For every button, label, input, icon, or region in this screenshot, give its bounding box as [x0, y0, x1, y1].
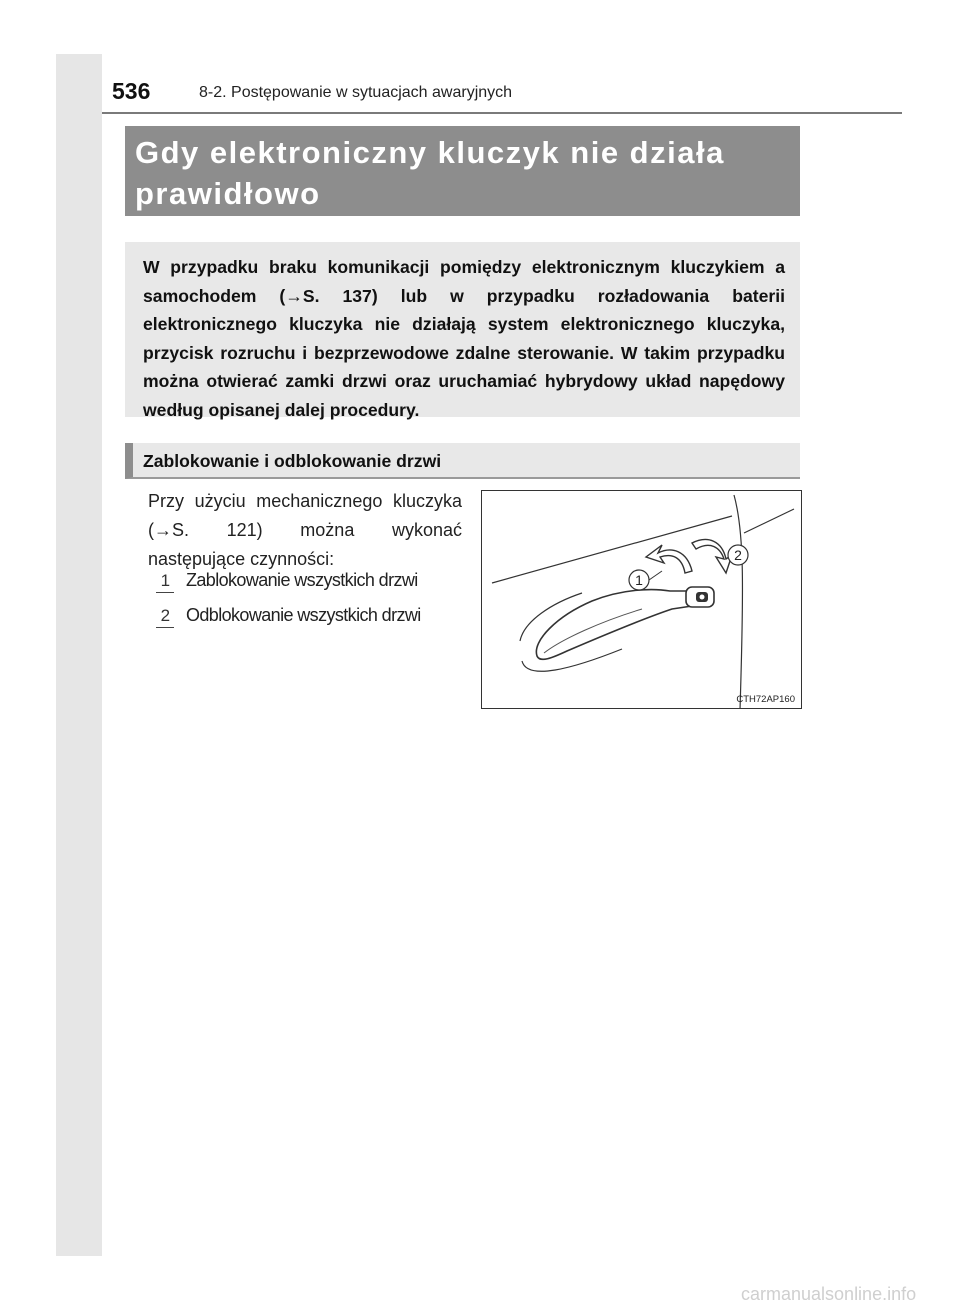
callout-2-label: 2: [734, 547, 742, 563]
door-handle-illustration: [482, 491, 802, 709]
page-title-line-2: prawidłowo: [135, 176, 321, 211]
callout-1-label: 1: [635, 572, 643, 588]
step-list: [148, 570, 468, 640]
section-path: 8-2. Postępowanie w sytuacjach awaryjnych: [199, 84, 513, 101]
watermark: carmanualsonline.info: [741, 1284, 917, 1304]
door-handle-icon: [520, 590, 701, 672]
step-item: [148, 570, 468, 605]
step-label: Odblokowanie wszystkich drzwi: [186, 605, 421, 625]
intro-note: [125, 242, 800, 420]
unlock-arrow-icon: [692, 540, 732, 573]
door-upper-line: [744, 509, 794, 533]
page-title-line-1: Gdy elektroniczny kluczyk nie działa: [135, 135, 725, 170]
step-item: [148, 605, 468, 640]
lock-arrow-icon: [646, 545, 692, 573]
key-cylinder-icon: [686, 587, 714, 607]
door-edge-line: [734, 495, 742, 709]
door-handle-figure: [481, 490, 802, 709]
page-header: [102, 74, 902, 114]
side-band: [56, 54, 102, 1256]
callout-1: [629, 570, 662, 590]
figure-code: CTH72AP160: [736, 694, 795, 705]
header-divider: [102, 112, 902, 114]
intro-text: W przypadku braku komunikacji pomiędzy elektronicznym kluczykiem a samochodem (→S. 137) lub w przypadku rozładowania baterii elektronicznego kluczyka nie działają system elektronicznego kluczyka, przycisk rozruchu i bezprzewodowe zdalne sterowanie. W takim przypadku można otwierać zamki drzwi oraz uruchamiać hybrydowy układ napędowy według opisanej dalej procedury.: [143, 257, 785, 420]
step-label: Zablokowanie wszystkich drzwi: [186, 570, 418, 590]
page-title: [125, 126, 800, 216]
subsection-body-text: Przy użyciu mechanicznego kluczyka (→S. 121) można wykonać następujące czynności:: [148, 491, 462, 569]
callout-2: [728, 545, 748, 565]
subsection-title: Zablokowanie i odblokowanie drzwi: [143, 451, 442, 471]
page-number: 536: [112, 78, 151, 104]
step-number: 1: [156, 570, 174, 593]
step-number: 2: [156, 605, 174, 628]
subsection-heading: [125, 443, 800, 479]
subsection-body: [148, 487, 462, 574]
